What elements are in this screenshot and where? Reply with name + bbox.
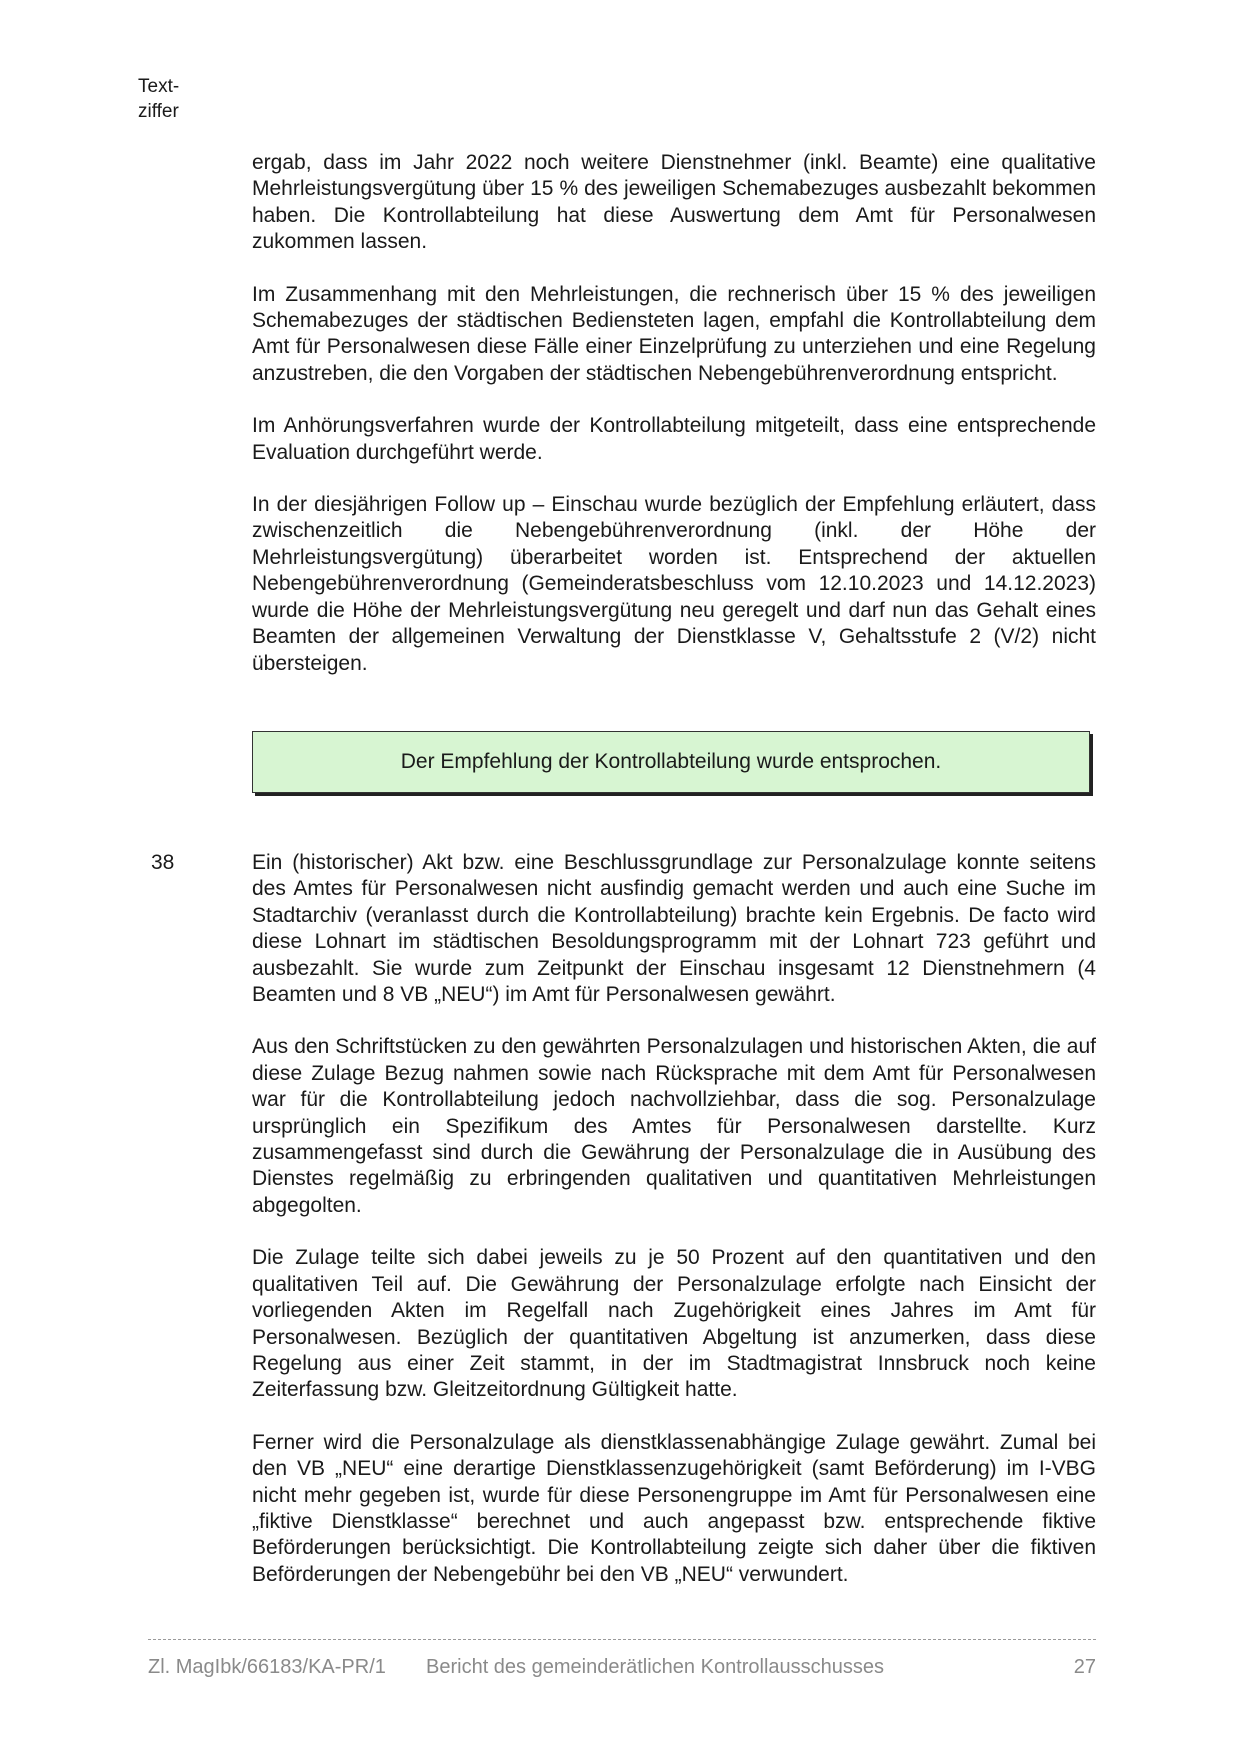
section-continuation	[252, 150, 1096, 703]
paragraph: Ein (historischer) Akt bzw. eine Beschlussgrundlage zur Personalzulage konnte seitens des Amtes für Personalwesen nicht ausfindig gemacht werden und auch eine Suche im Stadtarchiv (veranlasst durch die Kontrollabteilung) brachte kein Ergebnis. De facto wird diese Lohnart im städtischen Besoldungsprogramm mit der Lohnart 723 geführt und ausbezahlt. Sie wurde zum Zeitpunkt der Einschau insgesamt 12 Dienstnehmern (4 Beamten und 8 VB „NEU“) im Amt für Personalwesen gewährt.	[252, 851, 1096, 1007]
footer-divider	[148, 1639, 1096, 1640]
page-number: 27	[1073, 1656, 1096, 1678]
margin-label-textziffer	[138, 74, 179, 124]
margin-label-line-1: Text-	[138, 76, 180, 97]
paragraph: Die Zulage teilte sich dabei jeweils zu je 50 Prozent auf den quantitativen und den qualitativen Teil auf. Die Gewährung der Personalzulage erfolgte nach Einsicht der vorliegenden Akten im Regelfall nach Zugehörigkeit eines Jahres im Amt für Personalwesen. Bezüglich der quantitativen Abgeltung ist anzumerken, dass diese Regelung aus einer Zeit stammt, in der im Stadtmagistrat Innsbruck noch keine Zeiterfassung bzw. Gleitzeitordnung Gültigkeit hatte.	[252, 1246, 1096, 1402]
footer-title: Bericht des gemeinderätlichen Kontrollausschusses	[426, 1656, 885, 1678]
section-38	[252, 850, 1096, 1614]
paragraph: Aus den Schriftstücken zu den gewährten Personalzulagen und historischen Akten, die auf diese Zulage Bezug nahmen sowie nach Rücksprache mit dem Amt für Personalwesen war für die Kontrollabteilung jedoch nachvollziehbar, dass die sog. Personalzulage ursprünglich ein Spezifikum des Amtes für Personalwesen darstellte. Kurz zusammengefasst sind durch die Gewährung der Personalzulage die in Ausübung des Dienstes regelmäßig zu erbringenden qualitativen und quantitativen Mehrleistungen abgegolten.	[252, 1035, 1096, 1217]
footer-reference: Zl. MagIbk/66183/KA-PR/1	[148, 1656, 386, 1678]
paragraph: Ferner wird die Personalzulage als dienstklassenabhängige Zulage gewährt. Zumal bei den VB „NEU“ eine derartige Dienstklassenzugehörigkeit (samt Beförderung) im I-VBG nicht mehr gegeben ist, wurde für diese Personengruppe im Amt für Personalwesen eine „fiktive Dienstklasse“ berechnet und auch angepasst bzw. entsprechende fiktive Beförderungen berücksichtigt. Die Kontrollabteilung zeigte sich daher über die fiktiven Beförderungen der Nebengebühr bei den VB „NEU“ verwundert.	[252, 1430, 1096, 1586]
paragraph: Im Zusammenhang mit den Mehrleistungen, die rechnerisch über 15 % des jeweiligen Schemabezuges der städtischen Bediensteten lagen, empfahl die Kontrollabteilung dem Amt für Personalwesen diese Fälle einer Einzelprüfung zu unterziehen und eine Regelung anzustreben, die den Vorgaben der städtischen Nebengebührenverordnung entspricht.	[252, 282, 1096, 385]
recommendation-result-text: Der Empfehlung der Kontrollabteilung wurde entsprochen.	[400, 750, 942, 773]
textziffer-number: 38	[151, 851, 175, 874]
recommendation-result-box	[252, 731, 1090, 793]
margin-label-line-2: ziffer	[138, 101, 179, 122]
paragraph: In der diesjährigen Follow up – Einschau wurde bezüglich der Empfehlung erläutert, dass zwischenzeitlich die Nebengebührenverordnung (inkl. der Höhe der Mehrleistungsvergütung) überarbeitet worden ist. Entsprechend der aktuellen Nebengebührenverordnung (Gemeinderatsbeschluss vom 12.10.2023 und 14.12.2023) wurde die Höhe der Mehrleistungsvergütung neu geregelt und darf nun das Gehalt eines Beamten der allgemeinen Verwaltung der Dienstklasse V, Gehaltsstufe 2 (V/2) nicht übersteigen.	[252, 493, 1096, 675]
paragraph: ergab, dass im Jahr 2022 noch weitere Dienstnehmer (inkl. Beamte) eine qualitative Mehrleistungsvergütung über 15 % des jeweiligen Schemabezuges ausbezahlt bekommen haben. Die Kontrollabteilung hat diese Auswertung dem Amt für Personalwesen zukommen lassen.	[252, 151, 1096, 254]
paragraph: Im Anhörungsverfahren wurde der Kontrollabteilung mitgeteilt, dass eine entsprechende Evaluation durchgeführt werde.	[252, 414, 1096, 464]
